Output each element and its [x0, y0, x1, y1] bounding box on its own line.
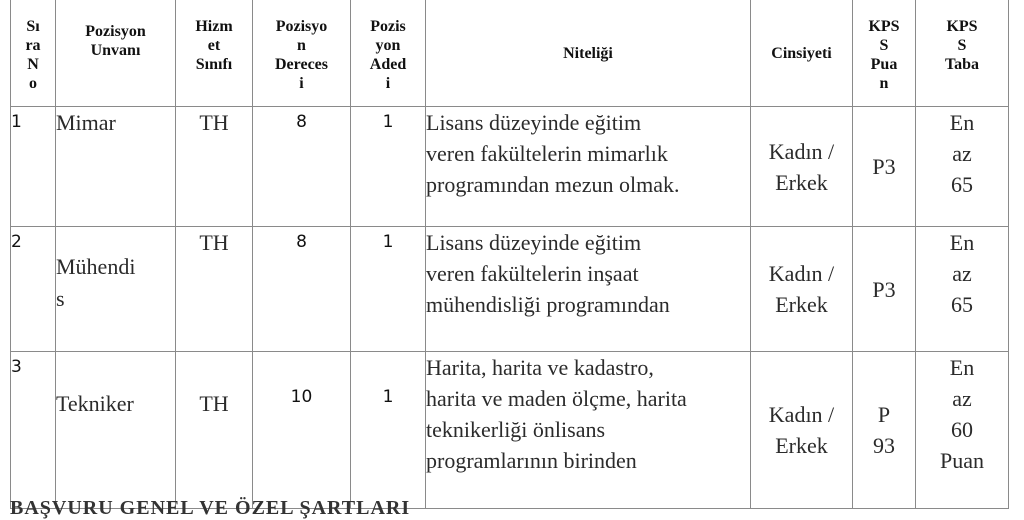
cell-nitelik	[426, 352, 751, 509]
section-heading: BAŞVURU GENEL VE ÖZEL ŞARTLARI	[10, 497, 411, 519]
header-hizmet-sinifi	[176, 0, 253, 107]
text-line: P3	[872, 154, 896, 179]
text-line: P3	[872, 276, 896, 302]
header-line: Hizm	[195, 18, 233, 35]
header-cinsiyeti	[751, 0, 853, 107]
cell-cinsiyet	[751, 107, 853, 227]
text-line: programlarının birinden	[426, 448, 637, 473]
cell-hizmet: TH	[176, 352, 253, 509]
header-line: Unvanı	[90, 42, 141, 59]
text-line: s	[56, 286, 65, 311]
cell-nitelik	[426, 227, 751, 352]
text-line: mühendisliği programından	[426, 292, 670, 317]
header-line: Pua	[870, 56, 898, 73]
text-line: 93	[873, 433, 895, 458]
cell-hizmet: TH	[176, 227, 253, 352]
cell-sira: 3	[11, 352, 56, 509]
cell-sira: 1	[11, 107, 56, 227]
text-line: Lisans düzeyinde eğitim	[426, 110, 642, 135]
positions-table	[10, 0, 1009, 509]
header-line: i	[385, 75, 391, 92]
header-pozisyon-adedi	[351, 0, 426, 107]
text-line: teknikerliği önlisans	[426, 417, 606, 442]
text-line: 65	[951, 172, 973, 197]
header-line: ra	[25, 37, 41, 54]
header-line: Cinsiyeti	[771, 44, 832, 62]
header-line: Sı	[26, 18, 40, 35]
header-line: KPS	[946, 18, 978, 35]
cell-kpss-puan	[853, 107, 916, 227]
header-niteligi	[426, 0, 751, 107]
cell-sira: 2	[11, 227, 56, 352]
cell-unvan	[56, 227, 176, 352]
header-line: Pozis	[370, 18, 406, 35]
header-line: Pozisyon	[85, 23, 146, 40]
header-row	[11, 0, 1009, 107]
header-line: et	[207, 37, 221, 54]
table-row	[11, 352, 1009, 509]
cell-nitelik	[426, 107, 751, 227]
text-line: Mühendi	[56, 254, 136, 279]
text-line: Kadın /	[768, 138, 835, 164]
header-line: S	[879, 37, 889, 54]
cell-cinsiyet	[751, 352, 853, 509]
text-line: Puan	[940, 448, 984, 473]
cell-unvan: Mimar	[56, 107, 176, 227]
header-line: yon	[375, 37, 401, 54]
cell-unvan: Tekniker	[56, 352, 176, 509]
text-line: En	[949, 110, 975, 135]
text-line: Kadın /	[768, 261, 835, 286]
text-line: veren fakültelerin inşaat	[426, 261, 639, 286]
cell-kpss-puan	[853, 352, 916, 509]
header-kpss-puan	[853, 0, 916, 107]
text-line: 65	[951, 292, 973, 317]
header-line: o	[29, 75, 37, 92]
text-line: Erkek	[775, 292, 828, 317]
text-line: programından mezun olmak.	[426, 172, 680, 197]
text-line: Harita, harita ve kadastro,	[426, 355, 654, 380]
cell-derece: 10	[253, 352, 351, 509]
cell-derece: 8	[253, 227, 351, 352]
text-line: En	[949, 355, 975, 380]
text-line: Erkek	[775, 433, 828, 458]
header-line: N	[27, 56, 39, 73]
header-line: Aded	[369, 56, 407, 73]
header-line: Dereces	[275, 56, 328, 73]
text-line: Kadın /	[768, 402, 835, 427]
cell-kpss-puan	[853, 227, 916, 352]
text-line: az	[952, 141, 972, 166]
header-line: Sınıfı	[195, 56, 233, 73]
text-line: En	[949, 230, 975, 255]
header-line: Pozisyo	[275, 18, 328, 35]
text-line: harita ve maden ölçme, harita	[426, 386, 687, 411]
text-line: az	[952, 261, 972, 286]
header-kpss-taban	[916, 0, 1009, 107]
header-line: S	[957, 37, 967, 54]
header-pozisyon-derecesi	[253, 0, 351, 107]
header-line: n	[297, 37, 306, 54]
header-line: n	[879, 75, 889, 92]
cell-cinsiyet	[751, 227, 853, 352]
cell-adet: 1	[351, 107, 426, 227]
header-sira-no	[11, 0, 56, 107]
header-line: Niteliği	[563, 44, 613, 62]
header-line: i	[299, 75, 304, 92]
text-line: veren fakültelerin mimarlık	[426, 141, 668, 166]
cell-derece: 8	[253, 107, 351, 227]
text-line: Lisans düzeyinde eğitim	[426, 230, 642, 255]
header-line: KPS	[868, 18, 900, 35]
text-line: Erkek	[775, 169, 828, 195]
cell-adet: 1	[351, 352, 426, 509]
cell-kpss-taban	[916, 107, 1009, 227]
text-line: az	[952, 386, 972, 411]
text-line: 60	[951, 417, 973, 442]
cell-kpss-taban	[916, 352, 1009, 509]
cell-hizmet: TH	[176, 107, 253, 227]
cell-adet: 1	[351, 227, 426, 352]
table-row	[11, 107, 1009, 227]
table-row	[11, 227, 1009, 352]
cell-kpss-taban	[916, 227, 1009, 352]
header-pozisyon-unvani	[56, 0, 176, 107]
header-line: Taba	[944, 56, 980, 73]
text-line: P	[877, 402, 891, 427]
